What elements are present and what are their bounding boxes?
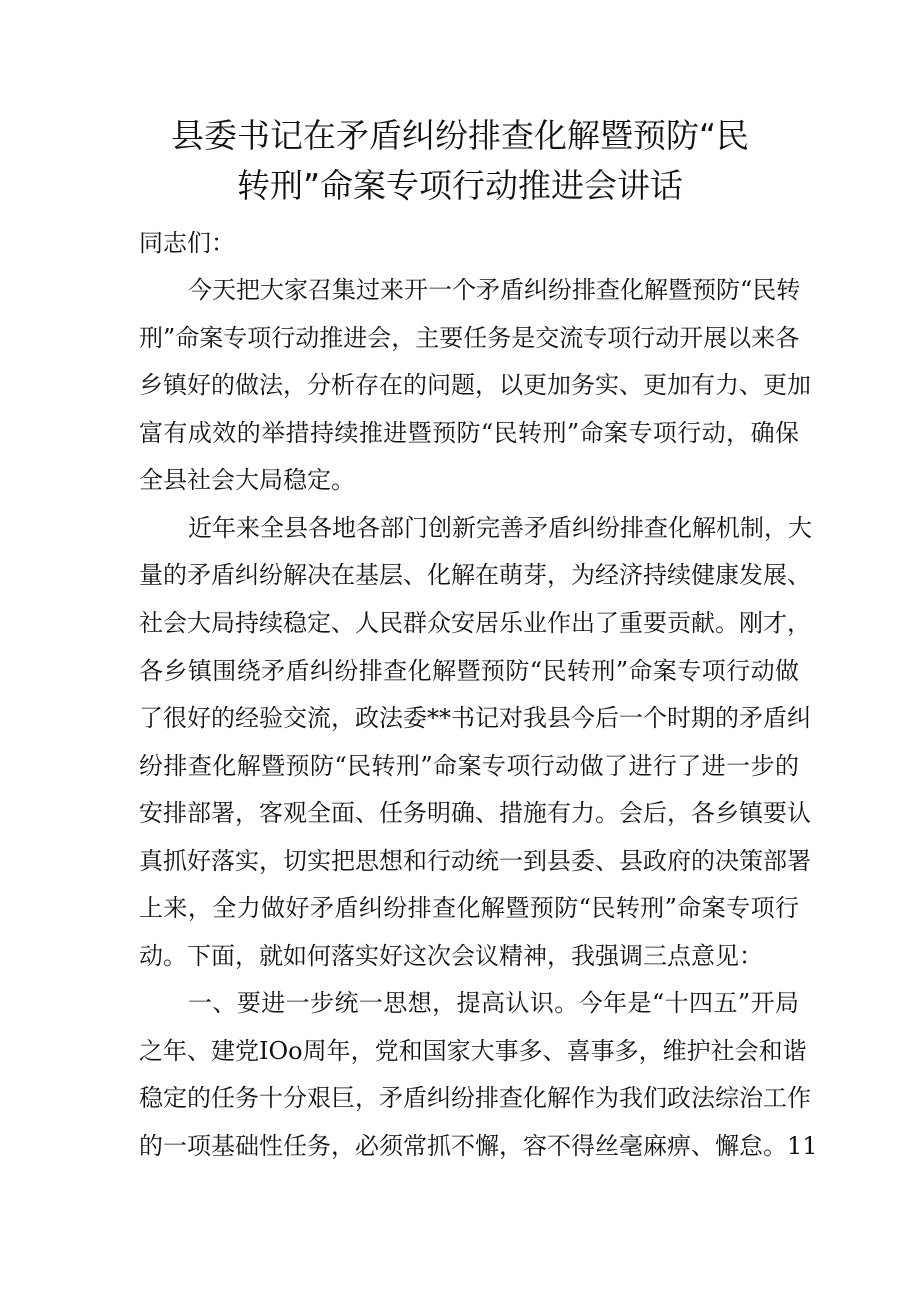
document-title-line-2: 转刑”命案专项行动推进会讲话 [236, 166, 684, 205]
paragraph-line: 纷排查化解暨预防“民转刑”命案专项行动做了进行了进一步的 [139, 752, 799, 780]
paragraph-line: 社会大局持续稳定、人民群众安居乐业作出了重要贡献。刚才， [139, 609, 811, 637]
paragraph-line: 稳定的任务十分艰巨，矛盾纠纷排查化解作为我们政法综治工作 [139, 1084, 811, 1112]
paragraph-line: 刑”命案专项行动推进会，主要任务是交流专项行动开展以来各 [139, 324, 800, 352]
paragraph-line: 全县社会大局稳定。 [139, 466, 355, 494]
document-title-line-1: 县委书记在矛盾纠纷排查化解暨预防“民 [170, 116, 750, 155]
salutation: 同志们： [139, 229, 235, 257]
paragraph-line: 真抓好落实，切实把思想和行动统一到县委、县政府的决策部署 [139, 847, 811, 875]
paragraph-line: 量的矛盾纠纷解决在基层、化解在萌芽，为经济持续健康发展、 [139, 561, 811, 589]
paragraph-line: 上来，全力做好矛盾纠纷排查化解暨预防“民转刑”命案专项行 [139, 894, 799, 922]
paragraph-line: 乡镇好的做法，分析存在的问题，以更加务实、更加有力、更加 [139, 371, 811, 399]
paragraph-line: 今天把大家召集过来开一个矛盾纠纷排查化解暨预防“民转 [188, 276, 801, 304]
paragraph-line: 近年来全县各地各部门创新完善矛盾纠纷排查化解机制，大 [188, 514, 812, 542]
paragraph-line: 各乡镇围绕矛盾纠纷排查化解暨预防“民转刑”命案专项行动做 [139, 657, 799, 685]
paragraph-line: 富有成效的举措持续推进暨预防“民转刑”命案专项行动，确保 [139, 419, 799, 447]
paragraph-line: 动。下面，就如何落实好这次会议精神，我强调三点意见： [139, 942, 763, 970]
paragraph-line: 之年、建党IOo周年，党和国家大事多、喜事多，维护社会和谐 [139, 1037, 807, 1065]
paragraph-line: 安排部署，客观全面、任务明确、措施有力。会后，各乡镇要认 [139, 799, 811, 827]
paragraph-line: 了很好的经验交流，政法委**书记对我县今后一个时期的矛盾纠 [139, 704, 811, 732]
paragraph-line: 的一项基础性任务，必须常抓不懈，容不得丝毫麻痹、懈怠。11 [139, 1132, 818, 1160]
paragraph-line: 一、要进一步统一思想，提高认识。今年是“十四五”开局 [188, 989, 799, 1017]
